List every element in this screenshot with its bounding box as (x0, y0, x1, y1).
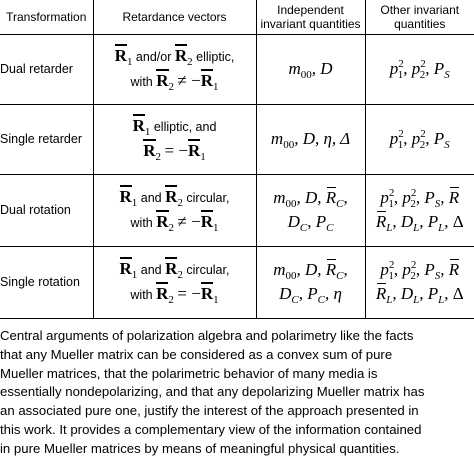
superscript: 2 (398, 58, 404, 70)
header-other-line1: Other invariant (380, 2, 460, 17)
header-other-quantities (365, 0, 474, 34)
symbol-end: , η (324, 284, 342, 303)
header-independent-line1: Independent (277, 2, 344, 17)
retardance-vectors-cell (93, 174, 256, 246)
table-header-row (0, 0, 474, 34)
separator: , (425, 59, 434, 78)
retardance-vectors-cell (93, 246, 256, 318)
vector-sub: 2 (155, 151, 162, 163)
vector-relation: = − (177, 284, 201, 303)
symbol-end: , Δ (444, 212, 464, 231)
subscript: L (413, 222, 420, 234)
vector-type: circular, (186, 263, 230, 277)
separator: , (393, 260, 403, 279)
symbol-p: p (411, 129, 421, 148)
separator: , (392, 284, 401, 303)
vector-sub: 1 (200, 151, 206, 163)
symbol-R-bar: R (449, 258, 459, 282)
vector-with: with (130, 216, 153, 230)
subscript: 2 (410, 198, 416, 210)
independent-quantities-cell (256, 246, 365, 318)
symbol-D: D (279, 284, 292, 303)
other-quantities-cell (365, 34, 474, 104)
symbol-P: P (424, 260, 435, 279)
vector-connector: and (140, 263, 162, 277)
header-other-line2: quantities (394, 16, 446, 31)
symbol-p: p (380, 260, 389, 279)
vector-line-1 (94, 114, 256, 139)
symbol-P: P (427, 212, 439, 231)
independent-line-2 (257, 210, 365, 234)
independent-line-1 (257, 186, 365, 210)
paragraph-line: that any Mueller matrix can be considered as a convex sum of pure (0, 346, 393, 362)
subscript: S (434, 198, 441, 210)
independent-line-2 (257, 282, 365, 306)
superscript: 2 (410, 259, 417, 271)
symbol-rest: , D, η, Δ (294, 129, 351, 148)
vector-R: R (201, 282, 213, 306)
table-row-dual-retarder (0, 34, 474, 104)
vector-sub: 1 (212, 81, 219, 93)
paragraph-line: Mueller matrices, that the polarimetric behavior of many media is (0, 365, 378, 381)
retardance-vectors-cell (93, 104, 256, 174)
symbol-R-bar: R (376, 210, 386, 234)
other-quantities-cell (365, 174, 474, 246)
vector-sub: 1 (131, 197, 138, 209)
vector-sub: 1 (131, 269, 138, 281)
subscript: L (386, 294, 393, 306)
vector-R: R (165, 257, 177, 281)
row-label: Dual rotation (0, 174, 93, 246)
superscript: 2 (398, 128, 404, 140)
subscript: L (386, 222, 393, 234)
subscript: L (438, 222, 445, 234)
vector-R: R (115, 44, 127, 68)
vector-relation: ≠ − (177, 212, 201, 231)
vector-R: R (156, 69, 168, 93)
vector-line-1 (94, 185, 256, 210)
subscript: C (291, 294, 299, 306)
subscript: 1 (388, 198, 394, 210)
subscript: 00 (285, 270, 297, 282)
vector-line-2 (94, 69, 256, 94)
subscript: L (438, 294, 445, 306)
subscript: 2 (419, 139, 426, 151)
vector-R: R (201, 210, 213, 234)
superscript: 2 (420, 128, 426, 140)
paragraph-line: an associated pure one, justify the interest of the approach presented in (0, 403, 419, 419)
header-retardance-vectors (93, 0, 256, 34)
independent-quantities-cell (256, 104, 365, 174)
vector-R: R (201, 69, 213, 93)
symbol-p: p (411, 59, 421, 78)
other-line-1 (366, 186, 474, 210)
vector-relation: ≠ − (177, 71, 201, 90)
vector-R: R (165, 185, 177, 209)
subscript: L (413, 294, 420, 306)
superscript: 2 (388, 187, 395, 199)
separator: , (425, 129, 434, 148)
separator: , (419, 212, 428, 231)
superscript: 2 (410, 187, 417, 199)
symbol-D: D (400, 212, 414, 231)
header-transformation (0, 0, 93, 34)
table-row-dual-rotation (0, 174, 474, 246)
other-quantities-cell (365, 246, 474, 318)
vector-sub: 1 (126, 56, 133, 68)
subscript: 1 (397, 139, 404, 151)
symbol-m: m (270, 129, 284, 148)
vector-R: R (188, 139, 200, 163)
table-row-single-retarder (0, 104, 474, 174)
separator: , (343, 260, 348, 279)
vector-R: R (120, 257, 132, 281)
subscript: S (434, 270, 441, 282)
vector-with: with (130, 75, 153, 89)
separator: , (415, 188, 425, 207)
vector-sub: 2 (177, 269, 183, 281)
header-independent-line2: invariant quantities (260, 16, 361, 31)
symbol-p: p (380, 188, 389, 207)
symbol-rest: , D (311, 59, 333, 78)
symbol-R-bar: R (376, 282, 386, 306)
vector-line-1 (94, 44, 256, 69)
symbol-R-bar: R (449, 186, 459, 210)
symbol-P: P (315, 212, 327, 231)
symbol-R-bar: R (326, 186, 336, 210)
other-line-2 (366, 210, 474, 234)
separator: , (307, 212, 316, 231)
header-independent-quantities (256, 0, 365, 34)
symbol-m: m (288, 59, 301, 78)
paragraph-line: in pure Mueller matrices by means of meaningful physical quantities. (0, 440, 400, 456)
symbol-m: m (273, 188, 286, 207)
subscript: S (444, 139, 450, 151)
vector-R: R (156, 282, 168, 306)
vector-type: elliptic, and (153, 120, 217, 134)
header-transformation-text: Transformation (6, 9, 87, 24)
vector-relation: = − (164, 141, 188, 160)
row-label: Dual retarder (0, 34, 93, 104)
vector-line-2 (94, 210, 256, 235)
separator: , (419, 284, 428, 303)
symbol-m: m (273, 260, 286, 279)
subscript: 00 (300, 69, 312, 81)
independent-quantities-cell (256, 34, 365, 104)
symbol-D: D (287, 212, 300, 231)
superscript: 2 (420, 58, 426, 70)
separator: , (440, 188, 449, 207)
paragraph-line: this work. It provides a complementary view of the information contained (0, 421, 422, 437)
vector-type: circular, (186, 191, 230, 205)
separator: , (343, 188, 348, 207)
separator: , (403, 59, 412, 78)
vector-line-2 (94, 282, 256, 307)
symbol-D: D (400, 284, 414, 303)
symbol-p: p (402, 188, 411, 207)
symbol-P: P (433, 59, 445, 78)
symbol-p: p (402, 260, 411, 279)
vector-R: R (143, 139, 155, 163)
separator: , (440, 260, 449, 279)
separator: , (415, 260, 425, 279)
superscript: 2 (388, 259, 395, 271)
symbol-mid: , D, (296, 260, 326, 279)
vector-line-2 (94, 139, 256, 164)
separator: , (393, 188, 403, 207)
subscript: C (336, 198, 344, 210)
vector-sub: 2 (177, 197, 183, 209)
symbol-R-bar: R (326, 258, 336, 282)
symbol-p: p (389, 59, 399, 78)
separator: , (298, 284, 308, 303)
vector-sub: 2 (187, 56, 193, 68)
other-quantities-cell (365, 104, 474, 174)
vector-R: R (120, 185, 132, 209)
symbol-mid: , D, (296, 188, 326, 207)
row-label: Single retarder (0, 104, 93, 174)
vector-line-1 (94, 257, 256, 282)
vector-R: R (133, 114, 145, 138)
paragraph-line: essentially nondepolarizing, and that any depolarizing Mueller matrix has (0, 384, 425, 400)
vector-sub: 2 (168, 222, 175, 234)
vector-connector: and/or (135, 50, 172, 64)
vector-R: R (175, 44, 187, 68)
vector-sub: 2 (168, 81, 175, 93)
subscript: 1 (388, 270, 394, 282)
symbol-P: P (433, 129, 445, 148)
subscript: 00 (283, 139, 295, 151)
subscript: 1 (397, 69, 404, 81)
subscript: C (317, 294, 325, 306)
retardance-vectors-cell (93, 34, 256, 104)
symbol-P: P (307, 284, 318, 303)
vector-R: R (156, 210, 168, 234)
subscript: C (326, 222, 334, 234)
paragraph-line: Central arguments of polarization algebra and polarimetry like the facts (0, 328, 414, 343)
independent-line-1 (257, 258, 365, 282)
separator: , (392, 212, 401, 231)
vector-type: elliptic, (196, 50, 235, 64)
subscript: 2 (410, 270, 416, 282)
subscript: C (299, 222, 308, 234)
vector-connector: and (140, 191, 162, 205)
body-paragraph (0, 327, 474, 459)
other-line-2 (366, 282, 474, 306)
vector-sub: 1 (144, 126, 151, 138)
vector-with: with (130, 288, 153, 302)
separator: , (403, 129, 412, 148)
subscript: C (336, 270, 344, 282)
subscript: S (444, 69, 450, 81)
symbol-p: p (389, 129, 399, 148)
vector-sub: 2 (168, 294, 174, 306)
subscript: 00 (285, 198, 297, 210)
symbol-P: P (427, 284, 439, 303)
symbol-P: P (424, 188, 435, 207)
vector-sub: 1 (213, 294, 219, 306)
symbol-end: , Δ (444, 284, 464, 303)
row-label: Single rotation (0, 246, 93, 318)
independent-quantities-cell (256, 174, 365, 246)
subscript: 2 (419, 69, 426, 81)
table-row-single-rotation (0, 246, 474, 318)
other-line-1 (366, 258, 474, 282)
vector-sub: 1 (212, 222, 219, 234)
header-retardance-vectors-text: Retardance vectors (122, 9, 227, 24)
